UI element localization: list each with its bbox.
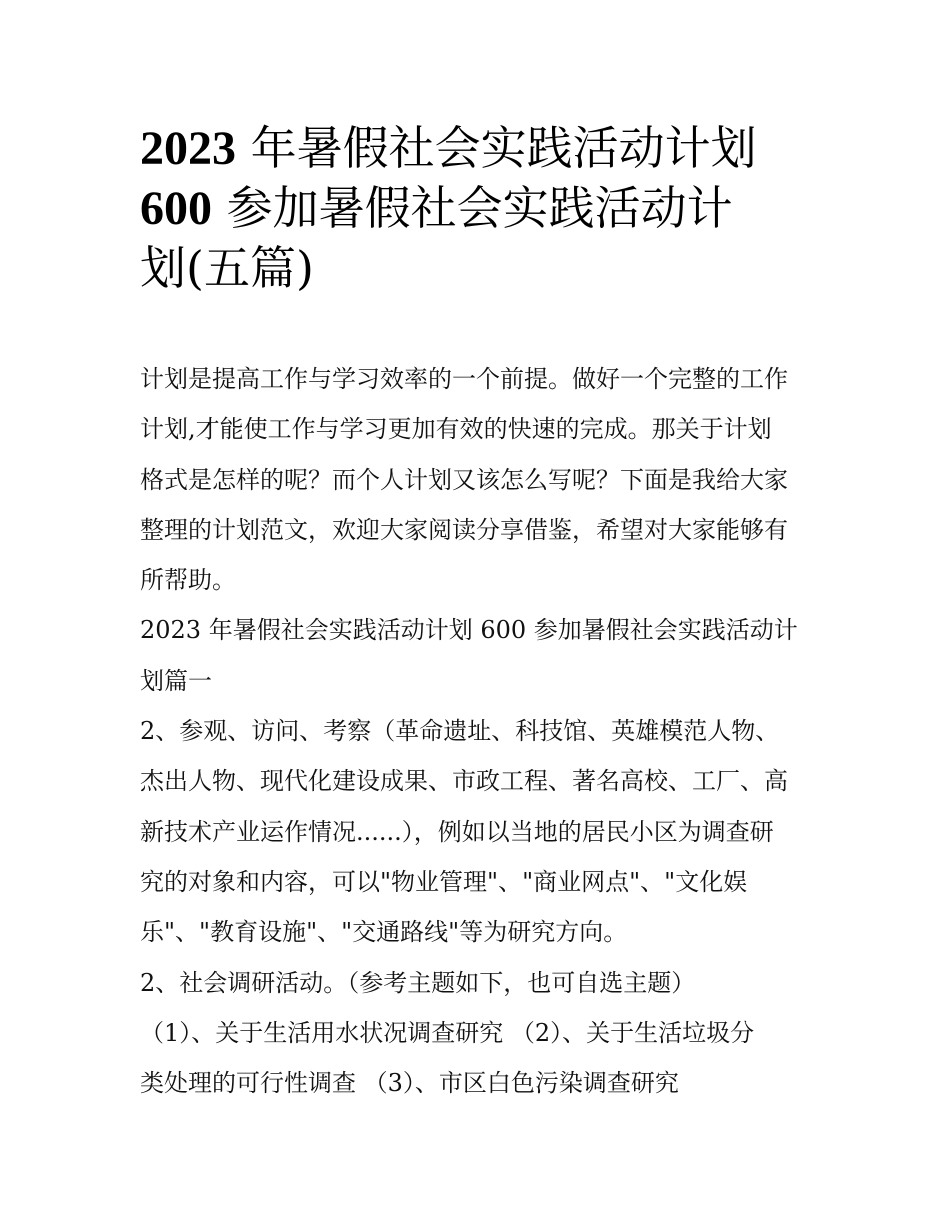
body-line: 究的对象和内容，可以"物业管理"、"商业网点"、"文化娱	[140, 867, 748, 896]
title-text: 参加暑假社会实践活动计	[226, 181, 733, 235]
body-line: 计划,才能使工作与学习更加有效的快速的完成。那关于计划	[140, 415, 772, 444]
body-line: 2、社会调研活动。（参考主题如下，也可自选主题）	[140, 968, 696, 997]
title-text: 年暑假社会实践活动计划	[250, 121, 757, 175]
body-line: 整理的计划范文，欢迎大家阅读分享借鉴，希望对大家能够有	[140, 515, 788, 544]
body-line: 所帮助。	[140, 566, 236, 595]
body-line: 类处理的可行性调查 （3）、市区白色污染调查研究	[140, 1069, 679, 1098]
document-title	[140, 118, 820, 298]
body-line: 乐"、"教育设施"、"交通路线"等为研究方向。	[140, 918, 628, 947]
body-line: 杰出人物、现代化建设成果、市政工程、著名高校、工厂、高	[140, 767, 788, 796]
document-body	[140, 360, 820, 1114]
title-text: 划(五篇)	[140, 241, 314, 295]
title-line-2	[140, 178, 820, 238]
body-line: 计划是提高工作与学习效率的一个前提。做好一个完整的工作	[140, 365, 788, 393]
section-heading-line: 划篇一	[140, 666, 212, 695]
body-line: 2、参观、访问、考察（革命遗址、科技馆、英雄模范人物、	[140, 717, 780, 746]
title-line-3	[140, 238, 820, 298]
section-heading-line: 2023 年暑假社会实践活动计划 600 参加暑假社会实践活动计	[140, 616, 798, 645]
title-number: 2023	[140, 122, 236, 175]
title-line-1	[140, 118, 820, 178]
body-line: 新技术产业运作情况......），例如以当地的居民小区为调查研	[140, 817, 774, 846]
body-line: （1）、关于生活用水状况调查研究 （2）、关于生活垃圾分	[140, 1018, 755, 1047]
body-line: 格式是怎样的呢？而个人计划又该怎么写呢？下面是我给大家	[140, 465, 788, 494]
title-number: 600	[140, 182, 212, 235]
